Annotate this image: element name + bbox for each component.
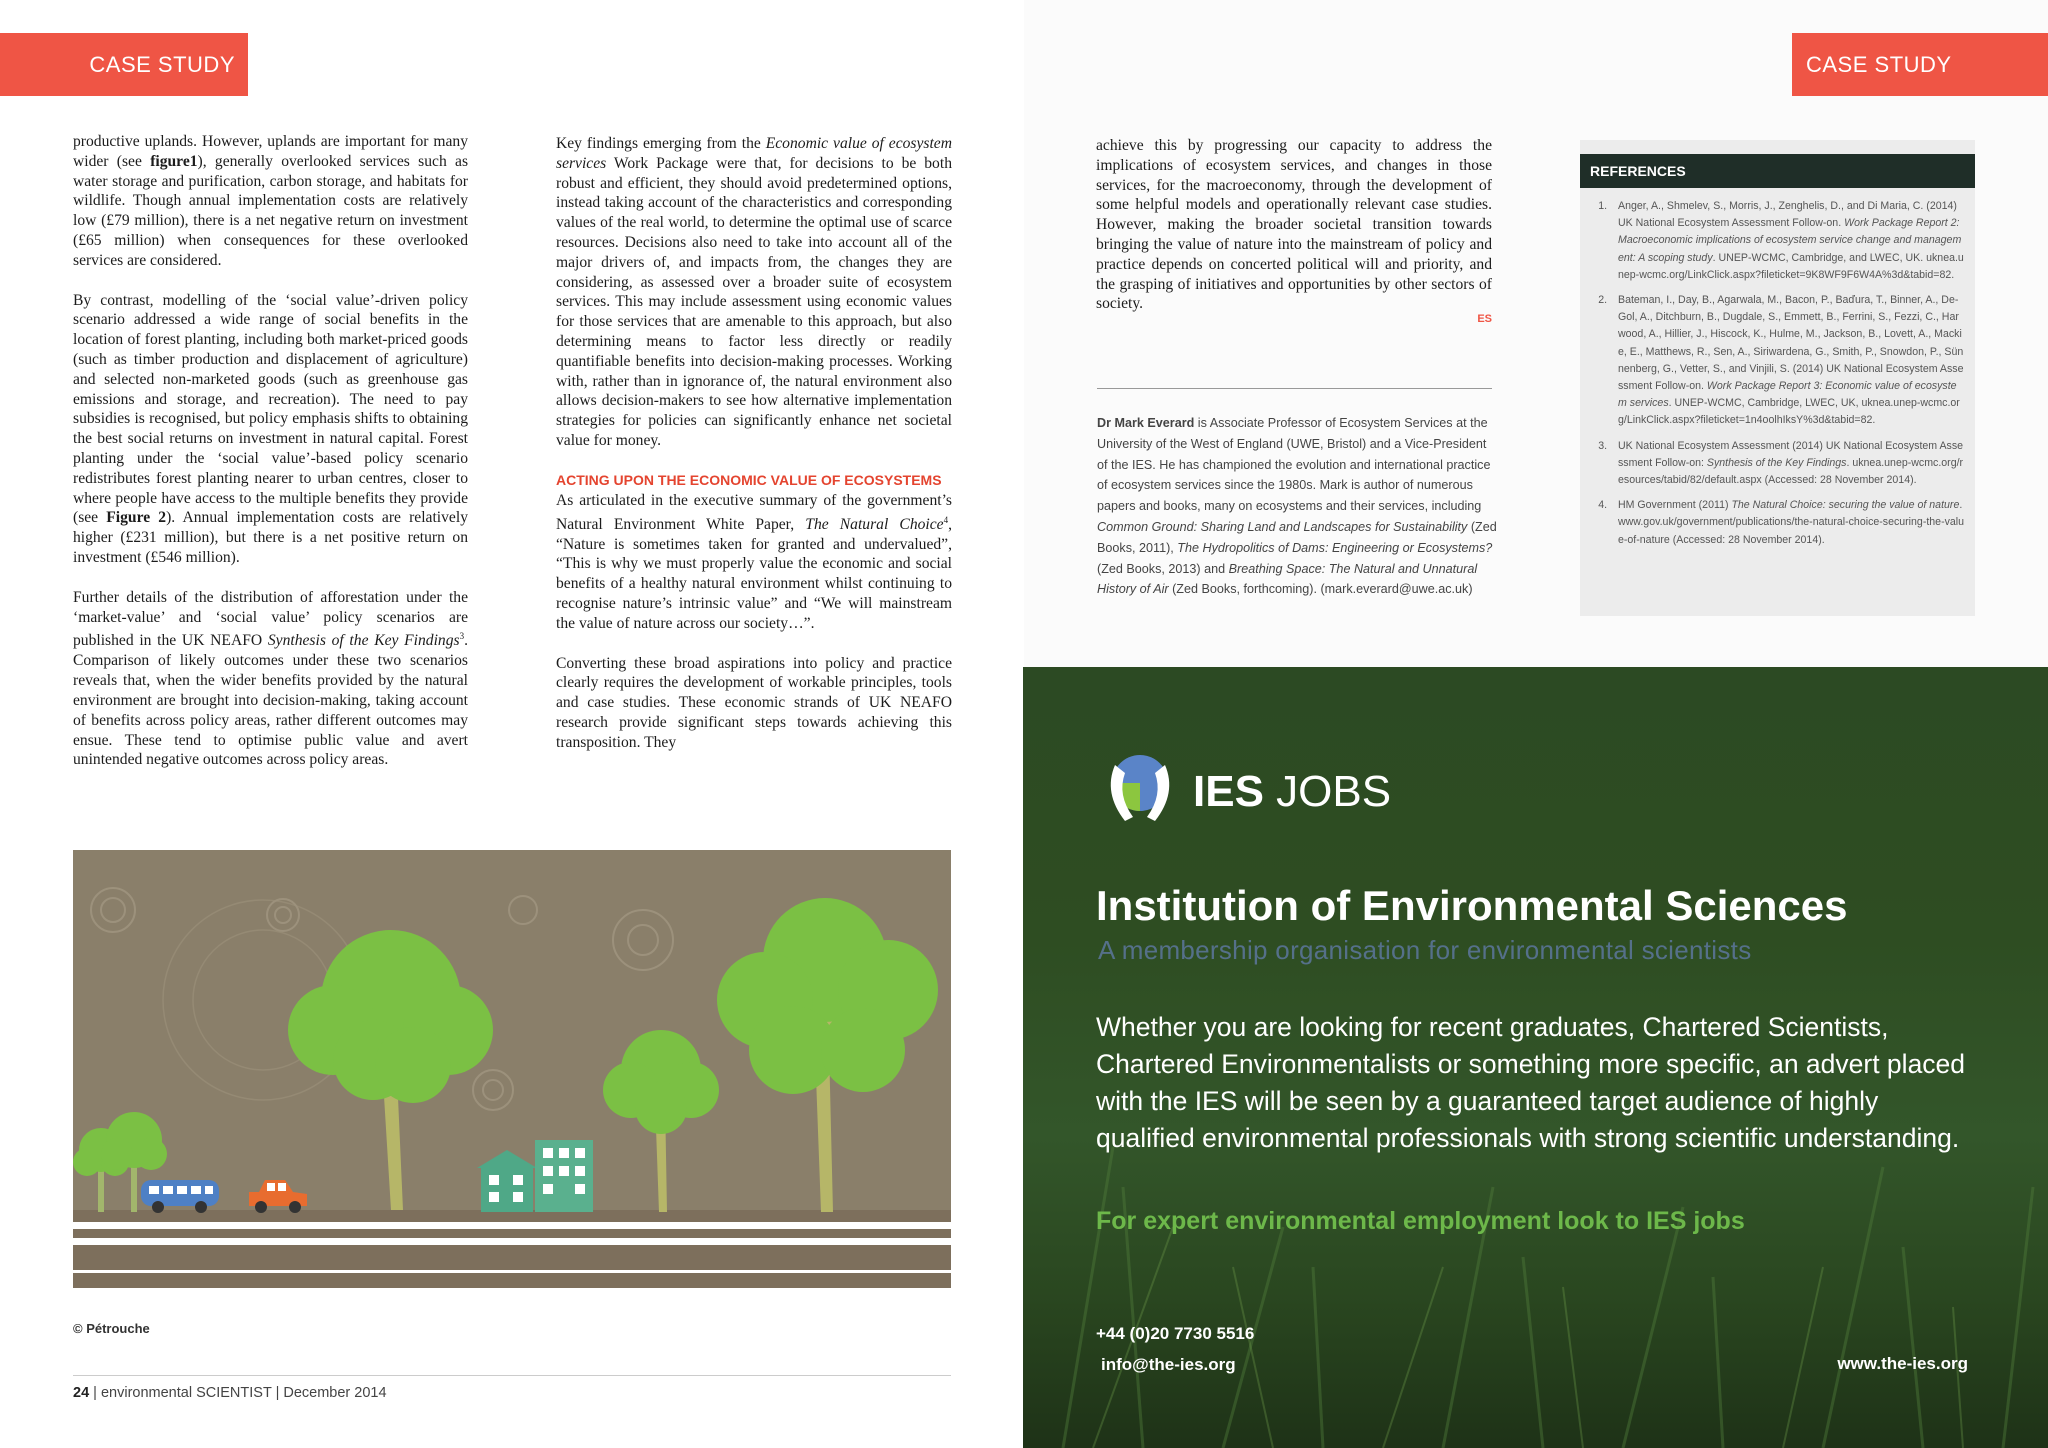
author-name: Dr Mark Everard	[1097, 416, 1195, 430]
references-box	[1580, 140, 1975, 616]
image-credit: © Pétrouche	[73, 1321, 150, 1336]
reference-item: 2. Bateman, I., Day, B., Agarwala, M., Bacon, P., Baďura, T., Binner, A., De-Gol, A., Ditchburn, B., Dugdale, S., Emmett, B., Ferrini, S., Fezzi, C., Harwood, A., Hillier, J., Hiscock, K., Hulme, M., Jackson, B., Lovett, A., Mackie, E., Matthews, R., Sen, A., Siriwardena, G., Smith, P., Snowdon, P., Sünnenberg, G., Vetter, S., and Vinjili, S. (2014) UK National Ecosystem Assessment Follow-on. Work Package Report 3: Economic value of ecosystem services. UNEP-WCMC, Cambridge, LWEC, UK, uknea.unep-wcmc.org/LinkClick.aspx?fileticket=1n4oolhIksY%3d&tabid=82.	[1610, 292, 1965, 430]
article-column-3	[1096, 136, 1492, 330]
paragraph: Converting these broad aspirations into policy and practice clearly requires the development of workable principles, tools and case studies. These economic strands of UK NEAFO research provide significant steps towards achieving this transposition. They	[556, 654, 952, 751]
forest-illustration	[73, 850, 951, 1288]
section-subheading: ACTING UPON THE ECONOMIC VALUE OF ECOSYSTEMS	[556, 471, 942, 488]
section-tab-label: CASE STUDY	[89, 51, 235, 77]
ies-jobs-advert	[1023, 667, 2048, 1448]
article-column-1	[73, 132, 468, 790]
references-list	[1580, 198, 1965, 549]
reference-item: 1. Anger, A., Shmelev, S., Morris, J., Zenghelis, D., and Di Maria, C. (2014) UK National Ecosystem Assessment Follow-on. Work Package Report 2: Macroeconomic implications of ecosystem service change and management: A scoping study. UNEP-WCMC, Cambridge, and LWEC, UK. uknea.unep-wcmc.org/LinkClick.aspx?fileticket=9K8WF9F6W4A%3d&tabid=82.	[1610, 198, 1965, 284]
ad-body: Whether you are looking for recent graduates, Chartered Scientists, Chartered Environmentalists or something more specific, an advert placed with the IES will be seen by a guaranteed target audience of highly qualified environmental professionals with strong scientific understanding.	[1096, 1012, 1966, 1153]
ad-phone: +44 (0)20 7730 5516	[1096, 1324, 1255, 1343]
paragraph: Further details of the distribution of afforestation under the ‘market-value’ and ‘social value’ policy scenarios are published in the UK NEAFO Synthesis of the Key Findings$^3$. Comparison of likely outcomes under these two scenarios reveals that, when the wider benefits provided by the natural environment are brought into decision-making, taking account of benefits across policy areas, rather different outcomes may ensue. These tend to optimise public value and avert unintended negative outcomes across policy areas.	[73, 588, 468, 769]
ad-email: info@the-ies.org	[1101, 1355, 1236, 1374]
article-end-mark: ES	[1477, 313, 1492, 326]
ad-title: Institution of Environmental Sciences	[1096, 882, 1848, 929]
author-bio: Dr Mark Everard is Associate Professor of Ecosystem Services at the University of the West of England (UWE, Bristol) and a Vice-President of the IES. He has championed the evolution and international practice of ecosystem services since the 1980s. Mark is author of numerous papers and books, many on ecosystems and their services, including Common Ground: Sharing Land and Landscapes for Sustainability (Zed Books, 2011), The Hydropolitics of Dams: Engineering or Ecosystems? (Zed Books, 2013) and Breathing Space: The Natural and Unnatural History of Air (Zed Books, forthcoming). (mark.everard@uwe.ac.uk)	[1097, 416, 1497, 597]
ies-globe-logo-icon	[1095, 743, 1185, 833]
ad-call-to-action: For expert environmental employment look to IES jobs	[1096, 1207, 1745, 1235]
paragraph: Key findings emerging from the Economic value of ecosystem services Work Package were that, for decisions to be both robust and efficient, they should avoid predetermined options, instead taking account of the characteristics and corresponding values of the real world, to determine the optimal use of scarce resources. Decisions also need to take into account all of the major drivers of, and impacts from, the changes they are considering, as assessed over a broader suite of ecosystem services. This may include assessment using economic values for those services that are amenable to this approach, but also determining means to factor less directly or readily quantifiable benefits into decision-making processes. Working with, rather than in ignorance of, the natural environment also allows decision-makers to see how alternative implementation strategies for policies can significantly enhance net societal value for money.	[556, 135, 952, 449]
reference-item: 4. HM Government (2011) The Natural Choice: securing the value of nature. www.gov.uk/government/publications/the-natural-choice-securing-the-value-of-nature (Accessed: 28 November 2014).	[1610, 497, 1965, 549]
section-tab-left	[0, 33, 248, 96]
reference-item: 3. UK National Ecosystem Assessment (2014) UK National Ecosystem Assessment Follow-on: Synthesis of the Key Findings. uknea.unep-wcmc.org/resources/tabid/82/default.aspx (Accessed: 28 November 2014).	[1610, 438, 1965, 490]
paragraph: As articulated in the executive summary of the government’s Natural Environment White Paper, The Natural Choice$^4$, “Nature is sometimes taken for granted and undervalued”, “This is why we must properly value the economic and social benefits of a healthy natural environment whilst continuing to recognise nature’s intrinsic value” and “We will mainstream the value of nature across our society…”.	[556, 491, 952, 632]
references-heading: REFERENCES	[1580, 154, 1975, 188]
page-number: 24	[73, 1385, 90, 1401]
publication-info: | environmental SCIENTIST | December 2014	[89, 1385, 387, 1401]
footer-divider	[73, 1375, 951, 1376]
paragraph: achieve this by progressing our capacity to address the implications of ecosystem services, and changes in those services, for the macroeconomy, through the development of some helpful models and operationally relevant case studies. However, making the broader societal transition towards bringing the value of nature into the mainstream of policy and practice depends on concerted political will and priority, and the grasping of initiatives and opportunities by other sectors of society.	[1096, 137, 1492, 313]
paragraph: By contrast, modelling of the ‘social value’-driven policy scenario addressed a wide range of social benefits in the location of forest planting, including both market-priced goods (such as timber production and displacement of agriculture) and selected non-marketed goods (such as greenhouse gas emissions and storage, and recreation). The need to pay subsidies is recognised, but policy emphasis shifts to obtaining the best social returns on investment in natural capital. Forest planting under the ‘social value’-based policy scenario redistributes forest planting nearer to urban centres, closer to where people have access to the multiple benefits they provide (see Figure 2). Annual implementation costs are relatively higher (£231 million), but there is a net positive return on investment (£546 million).	[73, 291, 468, 566]
bio-divider	[1097, 388, 1492, 389]
ad-subtitle: A membership organisation for environmental scientists	[1098, 935, 1752, 965]
section-tab-label: CASE STUDY	[1806, 51, 1952, 77]
paragraph: productive uplands. However, uplands are important for many wider (see figure1), generally overlooked services such as water storage and purification, carbon storage, and habitats for wildlife. Though annual implementation costs are relatively low (£79 million), there is a net negative return on investment (£65 million) when consequences for these overlooked services are considered.	[73, 133, 469, 269]
article-column-2	[556, 134, 952, 773]
ies-jobs-brand: IES JOBS	[1193, 767, 1392, 816]
ad-website: www.the-ies.org	[1837, 1354, 1968, 1373]
section-tab-right	[1792, 33, 2048, 96]
page-footer	[73, 1385, 387, 1401]
